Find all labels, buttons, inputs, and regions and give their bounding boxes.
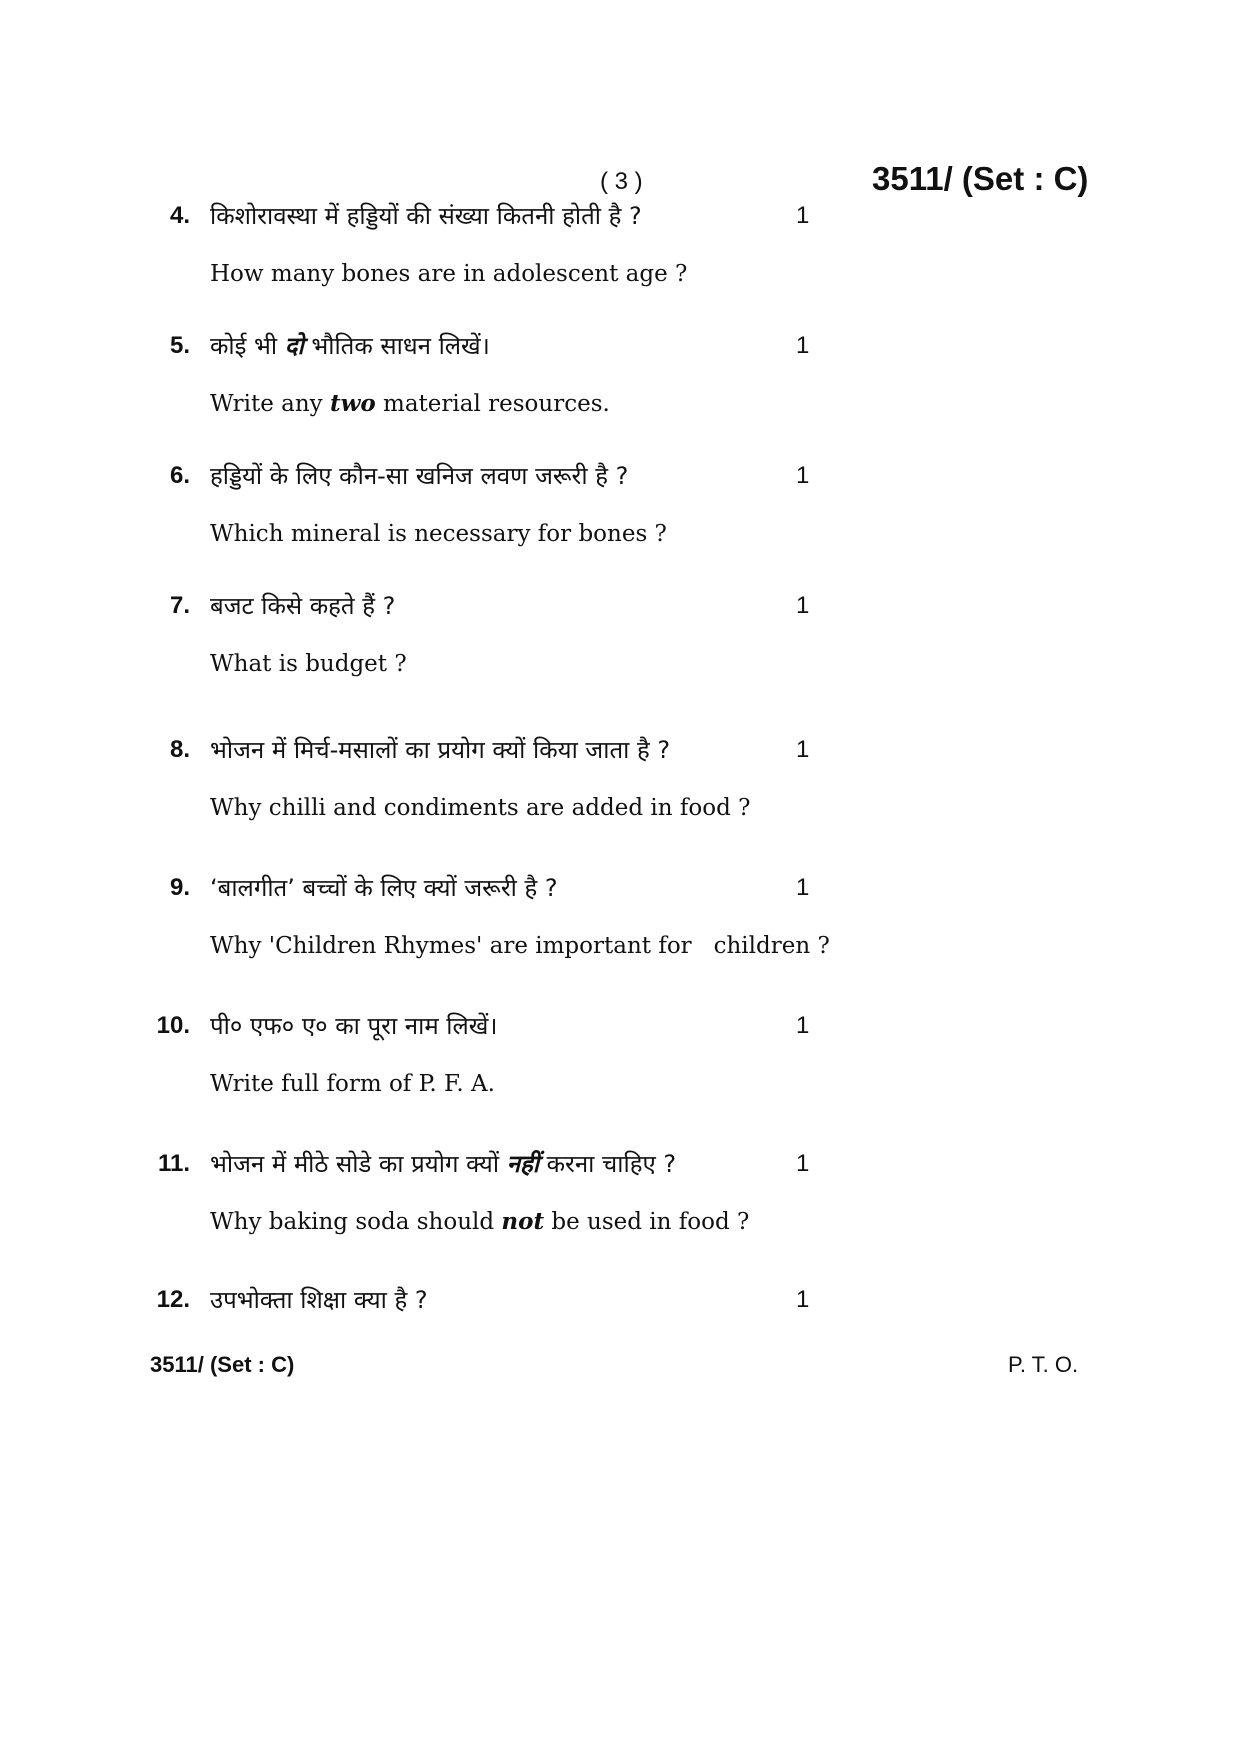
hindi-text-part: कोई भी (210, 332, 285, 360)
question-number: 9. (169, 874, 190, 901)
hindi-text-part: करना चाहिए ? (538, 1150, 677, 1178)
english-text-part: material resources. (375, 391, 610, 417)
question-marks: 1 (796, 462, 810, 489)
question-marks: 1 (796, 1286, 810, 1313)
question-marks: 1 (796, 874, 810, 901)
hindi-emphasis: नहीं (506, 1150, 539, 1178)
question-hindi: किशोरावस्था में हड्डियों की संख्या कितनी होती है ? (210, 202, 642, 230)
page-number: ( 3 ) (600, 168, 643, 195)
question-english: Why 'Children Rhymes' are important for children ? (210, 933, 830, 959)
question-hindi: उपभोक्ता शिक्षा क्या है ? (210, 1286, 428, 1314)
question-hindi (210, 328, 490, 364)
question-9 (0, 870, 1240, 990)
question-number: 6. (169, 462, 190, 489)
question-6 (0, 458, 1240, 578)
english-text-part: Write any (210, 391, 330, 417)
question-number: 7. (169, 592, 190, 619)
question-10 (0, 1008, 1240, 1128)
question-english: What is budget ? (210, 651, 407, 677)
hindi-emphasis: दो (284, 332, 304, 360)
question-hindi: ‘बालगीत’ बच्चों के लिए क्यों जरूरी है ? (210, 874, 558, 902)
question-number: 5. (169, 332, 190, 359)
question-english: Which mineral is necessary for bones ? (210, 521, 667, 547)
question-number: 4. (169, 202, 190, 229)
hindi-text-part: भौतिक साधन लिखें। (303, 332, 490, 360)
set-code-header: 3511/ (Set : C) (872, 160, 1089, 197)
question-english (210, 1204, 749, 1240)
question-marks: 1 (796, 1150, 810, 1177)
question-marks: 1 (796, 332, 810, 359)
hindi-text-part: भोजन में मीठे सोडे का प्रयोग क्यों (210, 1150, 507, 1178)
question-11 (0, 1146, 1240, 1266)
pto-label: P. T. O. (1008, 1352, 1079, 1377)
question-marks: 1 (796, 202, 810, 229)
question-hindi (210, 1146, 676, 1182)
question-english: Write full form of P. F. A. (210, 1071, 495, 1097)
question-marks: 1 (796, 592, 810, 619)
question-number: 11. (157, 1150, 190, 1177)
question-8 (0, 732, 1240, 852)
english-emphasis: not (501, 1208, 545, 1235)
question-number: 10. (156, 1012, 190, 1039)
question-4 (0, 198, 1240, 318)
question-5 (0, 328, 1240, 448)
question-english (210, 386, 610, 422)
question-hindi: भोजन में मिर्च-मसालों का प्रयोग क्यों किया जाता है ? (210, 736, 671, 764)
english-text-part: Why baking soda should (210, 1209, 502, 1235)
question-marks: 1 (796, 1012, 810, 1039)
english-text-part: be used in food ? (544, 1209, 750, 1235)
question-english: Why chilli and condiments are added in food ? (210, 795, 751, 821)
question-hindi: बजट किसे कहते हैं ? (210, 592, 396, 620)
question-english: How many bones are in adolescent age ? (210, 261, 688, 287)
question-number: 12. (156, 1286, 190, 1313)
question-marks: 1 (796, 736, 810, 763)
question-number: 8. (169, 736, 190, 763)
question-12 (0, 1282, 1240, 1402)
english-emphasis: two (329, 390, 376, 417)
set-code-footer: 3511/ (Set : C) (150, 1352, 295, 1377)
question-hindi: पी० एफ० ए० का पूरा नाम लिखें। (210, 1012, 498, 1040)
question-hindi: हड्डियों के लिए कौन-सा खनिज लवण जरूरी है ? (210, 462, 629, 490)
question-7 (0, 588, 1240, 708)
